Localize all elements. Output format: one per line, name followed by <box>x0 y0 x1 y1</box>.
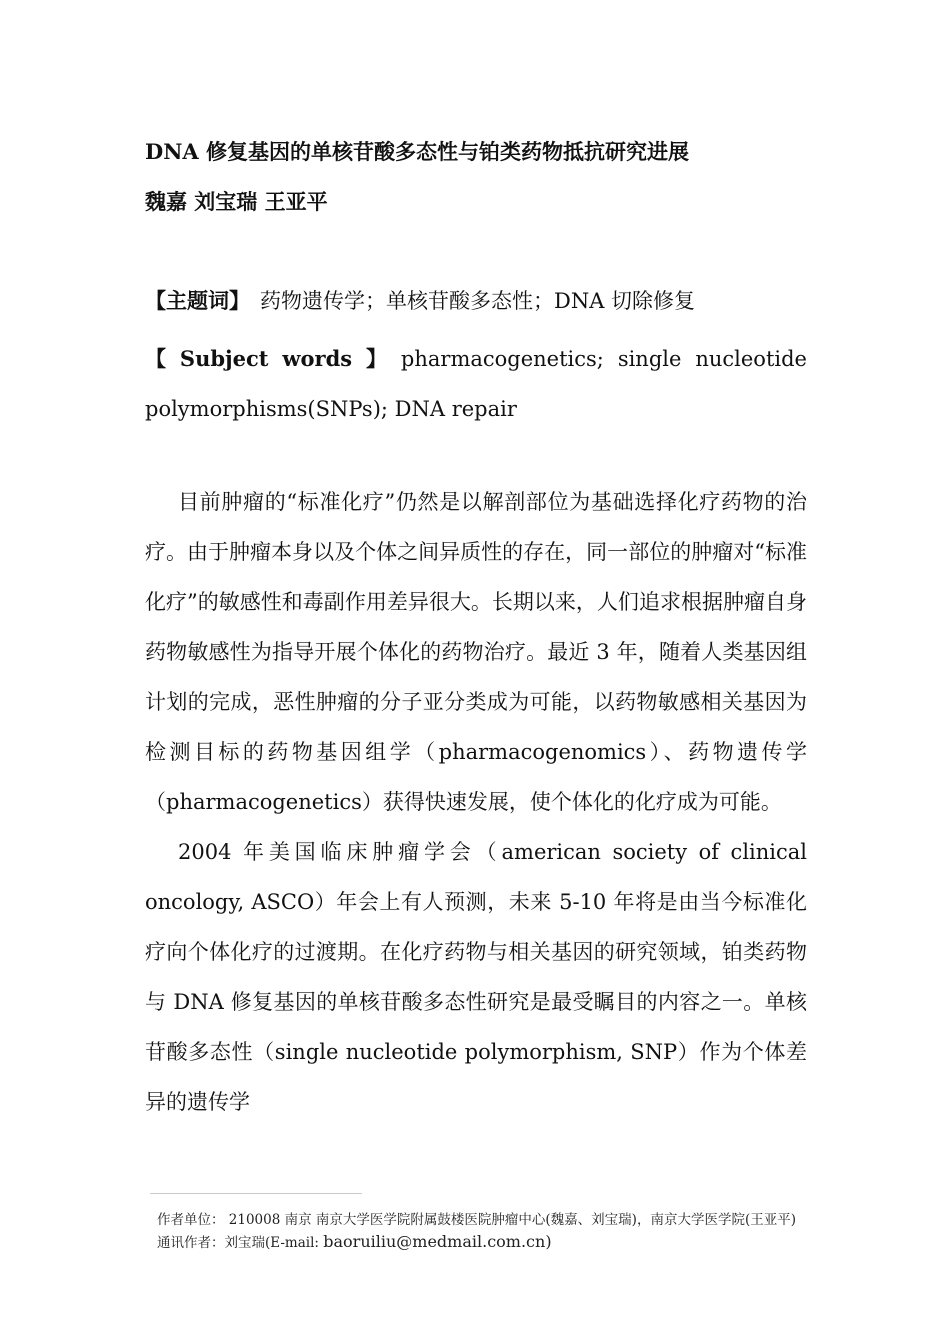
keywords-english-open-bracket: 【 <box>145 346 166 371</box>
body-paragraph-2: 2004 年美国临床肿瘤学会（american society of clinical oncology, ASCO）年会上有人预测，未来 5-10 年将是由当今标准化疗向个体化疗的过渡期。在化疗药物与相关基因的研究领域，铂类药物与 DNA 修复基因的单核苷酸多态性研究是最受瞩目的内容之一。单核苷酸多态性（single nucleotide polymorphism, SNP）作为个体差异的遗传学 <box>145 840 807 1114</box>
footnote-correspondence-label: 通讯作者：刘宝瑞(E-mail: <box>157 1235 324 1251</box>
keywords-english <box>145 334 807 434</box>
article-title: DNA 修复基因的单核苷酸多态性与铂类药物抵抗研究进展 <box>145 139 690 164</box>
keywords-english-words: words <box>282 346 353 371</box>
footnote-affiliation: 作者单位： 210008 南京 南京大学医学院附属鼓楼医院肿瘤中心(魏嘉、刘宝瑞)，南京大学医学院(王亚平) <box>157 1212 796 1228</box>
footnote-email: baoruiliu@medmail.com.cn <box>323 1232 546 1251</box>
keywords-english-close-bracket: 】 <box>366 346 387 371</box>
keywords-english-term3: nucleotide <box>695 347 807 371</box>
keywords-english-line1 <box>145 334 807 384</box>
article-body <box>145 477 807 1127</box>
footnote-correspondence-close: ) <box>545 1232 552 1251</box>
keywords-english-term2: single <box>617 347 682 371</box>
keywords-chinese-text: 药物遗传学；单核苷酸多态性；DNA 切除修复 <box>260 289 696 313</box>
footnote-divider <box>150 1193 362 1194</box>
footnote <box>157 1211 822 1252</box>
keywords-chinese-label: 【主题词】 <box>145 288 250 313</box>
footnote-correspondence <box>157 1233 822 1252</box>
keywords-english-term1: pharmacogenetics; <box>400 347 604 371</box>
keywords-english-line2: polymorphisms(SNPs); DNA repair <box>145 397 517 421</box>
body-paragraph-1: 目前肿瘤的“标准化疗”仍然是以解剖部位为基础选择化疗药物的治疗。由于肿瘤本身以及个体之间异质性的存在，同一部位的肿瘤对“标准化疗”的敏感性和毒副作用差异很大。长期以来，人们追求根据肿瘤自身药物敏感性为指导开展个体化的药物治疗。最近 3 年，随着人类基因组计划的完成，恶性肿瘤的分子亚分类成为可能，以药物敏感相关基因为检测目标的药物基因组学（pharmacogenomics）、药物遗传学（pharmacogenetics）获得快速发展，使个体化的化疗成为可能。 <box>145 490 807 814</box>
author-list: 魏嘉 刘宝瑞 王亚平 <box>145 189 328 214</box>
keywords-english-subject: Subject <box>179 346 269 371</box>
keywords-chinese <box>145 286 807 316</box>
